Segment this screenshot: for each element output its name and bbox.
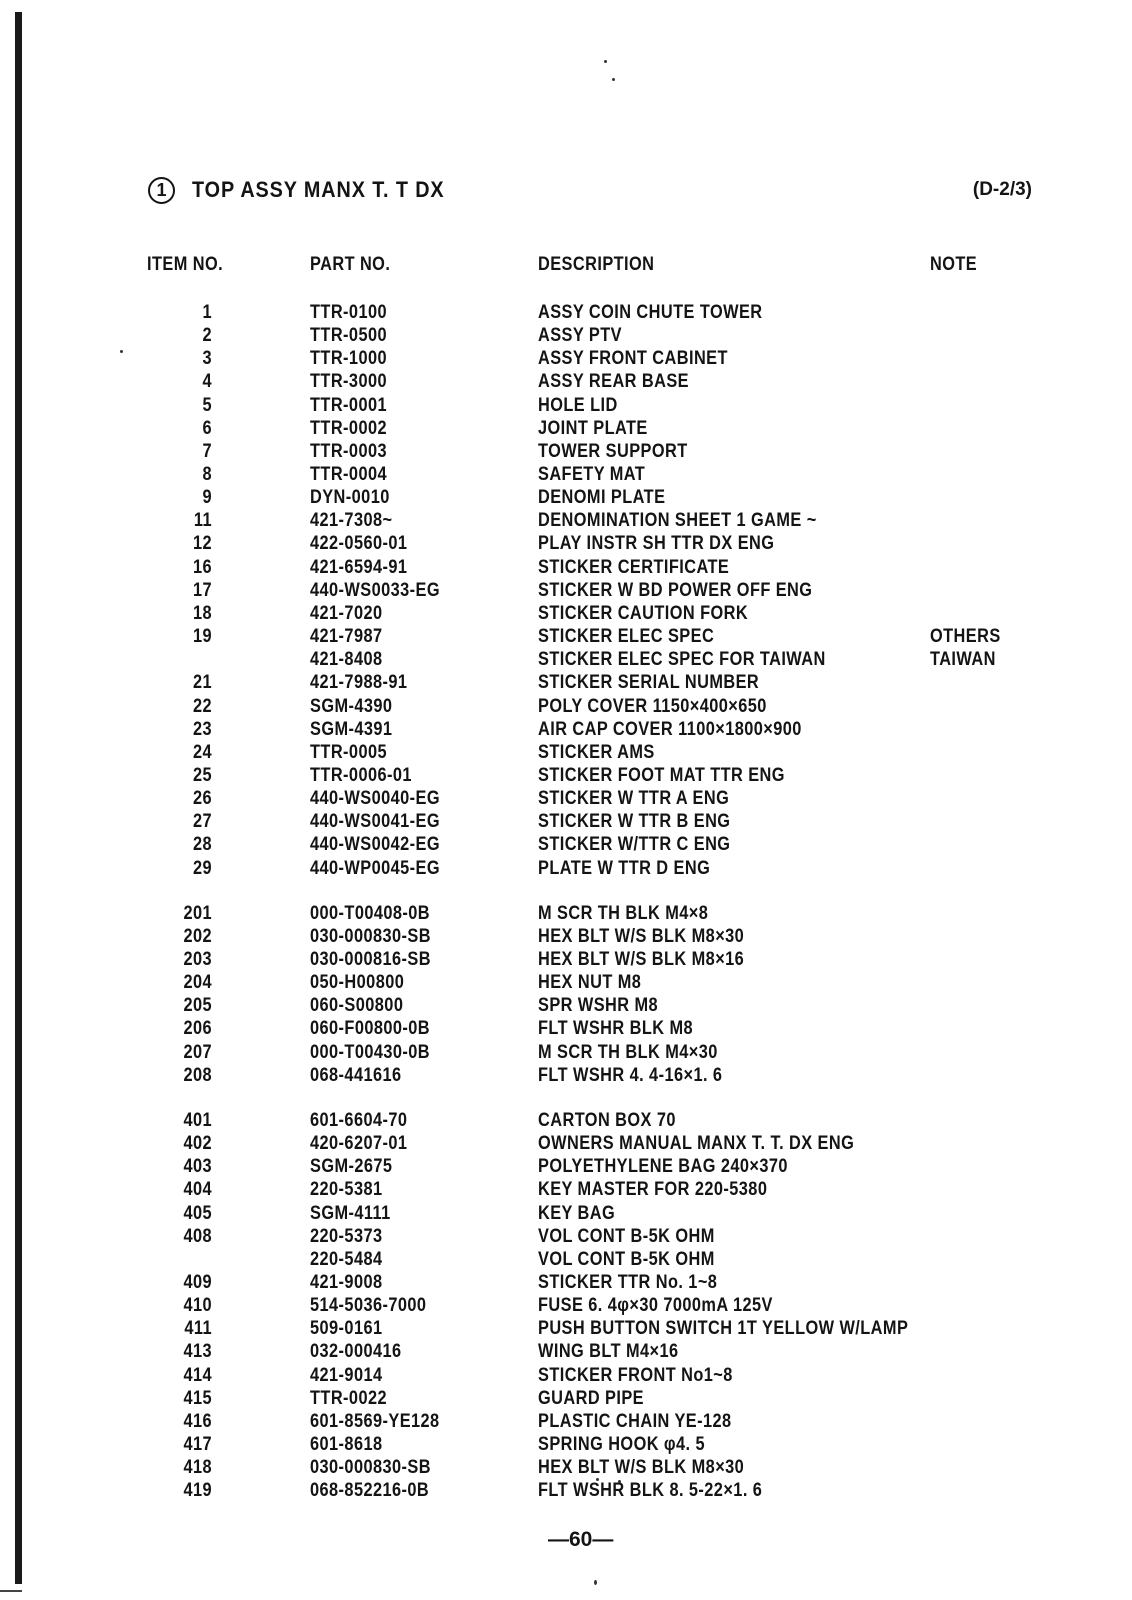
table-row <box>0 301 1132 324</box>
description-cell: M SCR TH BLK M4×30 <box>538 1042 718 1063</box>
part-no-cell: 514-5036-7000 <box>310 1295 427 1316</box>
item-no-cell: 409 <box>183 1272 212 1293</box>
item-no-cell: 24 <box>192 742 212 763</box>
table-row <box>0 1364 1132 1387</box>
description-cell: JOINT PLATE <box>538 418 648 439</box>
section-title <box>148 176 1038 210</box>
item-no-cell: 206 <box>183 1018 212 1039</box>
table-row <box>0 347 1132 370</box>
table-row <box>0 1109 1132 1132</box>
part-no-cell: TTR-0500 <box>310 325 387 346</box>
description-cell: CARTON BOX 70 <box>538 1110 676 1131</box>
header-note: NOTE <box>930 254 978 275</box>
item-no-cell: 401 <box>183 1110 212 1131</box>
part-no-cell: DYN-0010 <box>310 487 390 508</box>
table-row <box>0 417 1132 440</box>
item-no-cell: 402 <box>183 1133 212 1154</box>
header-item-no: ITEM NO. <box>147 254 224 275</box>
part-no-cell: 420-6207-01 <box>310 1133 408 1154</box>
part-no-cell: 030-000816-SB <box>310 949 431 970</box>
note-cell: OTHERS <box>930 626 1001 647</box>
description-cell: FLT WSHR BLK M8 <box>538 1018 694 1039</box>
part-no-cell: 220-5484 <box>310 1249 383 1270</box>
table-row <box>0 1017 1132 1040</box>
item-no-cell: 419 <box>183 1480 212 1501</box>
part-no-cell: 220-5373 <box>310 1226 383 1247</box>
description-cell: SPRING HOOK φ4. 5 <box>538 1434 706 1455</box>
description-cell: TOWER SUPPORT <box>538 441 688 462</box>
description-cell: M SCR TH BLK M4×8 <box>538 903 709 924</box>
table-row <box>0 971 1132 994</box>
part-no-cell: 030-000830-SB <box>310 1457 431 1478</box>
description-cell: STICKER W TTR A ENG <box>538 788 730 809</box>
table-row <box>0 463 1132 486</box>
part-no-cell: 060-F00800-0B <box>310 1018 431 1039</box>
description-cell: HEX BLT W/S BLK M8×30 <box>538 1457 745 1478</box>
part-no-cell: TTR-0022 <box>310 1388 387 1409</box>
item-no-cell: 29 <box>192 858 212 879</box>
part-no-cell: SGM-4111 <box>310 1203 391 1224</box>
item-no-cell: 21 <box>192 672 212 693</box>
scan-speck <box>594 1580 597 1585</box>
table-row <box>0 741 1132 764</box>
item-no-cell: 2 <box>202 325 212 346</box>
item-no-cell: 28 <box>192 834 212 855</box>
item-no-cell: 16 <box>192 557 212 578</box>
part-no-cell: 000-T00430-0B <box>310 1042 431 1063</box>
description-cell: VOL CONT B-5K OHM <box>538 1249 715 1270</box>
part-no-cell: TTR-0004 <box>310 464 387 485</box>
part-no-cell: 421-7308~ <box>310 510 393 531</box>
item-no-cell: 18 <box>192 603 212 624</box>
section-number-circle: 1 <box>148 177 175 204</box>
item-no-cell: 4 <box>202 371 212 392</box>
description-cell: FLT WSHR 4. 4-16×1. 6 <box>538 1065 723 1086</box>
table-row <box>0 556 1132 579</box>
item-no-cell: 201 <box>183 903 212 924</box>
description-cell: STICKER SERIAL NUMBER <box>538 672 760 693</box>
table-row <box>0 394 1132 417</box>
part-no-cell: 601-6604-70 <box>310 1110 408 1131</box>
page-reference: (D-2/3) <box>972 179 1032 200</box>
table-row <box>0 902 1132 925</box>
description-cell: ASSY FRONT CABINET <box>538 348 728 369</box>
part-no-cell: 421-7020 <box>310 603 383 624</box>
part-no-cell: TTR-3000 <box>310 371 387 392</box>
part-no-cell: 440-WS0040-EG <box>310 788 441 809</box>
part-no-cell: 030-000830-SB <box>310 926 431 947</box>
description-cell: STICKER FRONT No1~8 <box>538 1365 733 1386</box>
description-cell: POLYETHYLENE BAG 240×370 <box>538 1156 788 1177</box>
item-no-cell: 208 <box>183 1065 212 1086</box>
scan-speck <box>604 60 607 63</box>
page-number: —60— <box>548 1528 614 1551</box>
item-no-cell: 11 <box>193 510 212 531</box>
part-no-cell: 068-852216-0B <box>310 1480 430 1501</box>
description-cell: ASSY COIN CHUTE TOWER <box>538 302 763 323</box>
part-no-cell: 421-9014 <box>310 1365 383 1386</box>
part-no-cell: 220-5381 <box>310 1179 383 1200</box>
description-cell: HEX BLT W/S BLK M8×30 <box>538 926 745 947</box>
table-row <box>0 1387 1132 1410</box>
description-cell: HEX BLT W/S BLK M8×16 <box>538 949 745 970</box>
table-row <box>0 1340 1132 1363</box>
description-cell: PLAY INSTR SH TTR DX ENG <box>538 533 775 554</box>
table-row <box>0 833 1132 856</box>
item-no-cell: 405 <box>183 1203 212 1224</box>
table-row <box>0 1294 1132 1317</box>
table-row <box>0 994 1132 1017</box>
part-no-cell: TTR-0002 <box>310 418 387 439</box>
table-row <box>0 1225 1132 1248</box>
table-row <box>0 925 1132 948</box>
table-row <box>0 764 1132 787</box>
table-row <box>0 1248 1132 1271</box>
item-no-cell: 418 <box>183 1457 212 1478</box>
part-no-cell: SGM-2675 <box>310 1156 393 1177</box>
part-no-cell: 440-WS0033-EG <box>310 580 441 601</box>
item-no-cell: 7 <box>202 441 212 462</box>
part-no-cell: 421-7988-91 <box>310 672 408 693</box>
item-no-cell: 410 <box>183 1295 212 1316</box>
table-row <box>0 486 1132 509</box>
table-row <box>0 509 1132 532</box>
part-no-cell: SGM-4391 <box>310 719 393 740</box>
table-row <box>0 787 1132 810</box>
item-no-cell: 203 <box>183 949 212 970</box>
description-cell: POLY COVER 1150×400×650 <box>538 696 767 717</box>
table-row <box>0 648 1132 671</box>
description-cell: STICKER ELEC SPEC <box>538 626 715 647</box>
table-row <box>0 602 1132 625</box>
description-cell: HEX NUT M8 <box>538 972 642 993</box>
description-cell: SPR WSHR M8 <box>538 995 659 1016</box>
item-no-cell: 6 <box>202 418 212 439</box>
table-row <box>0 625 1132 648</box>
item-no-cell: 27 <box>192 811 212 832</box>
item-no-cell: 204 <box>183 972 212 993</box>
part-no-cell: 050-H00800 <box>310 972 405 993</box>
part-no-cell: TTR-0003 <box>310 441 387 462</box>
table-row <box>0 440 1132 463</box>
table-row <box>0 1456 1132 1479</box>
description-cell: STICKER W/TTR C ENG <box>538 834 731 855</box>
table-row <box>0 1317 1132 1340</box>
table-row <box>0 671 1132 694</box>
scan-speck <box>612 78 615 81</box>
item-no-cell: 415 <box>183 1388 212 1409</box>
table-row <box>0 370 1132 393</box>
item-no-cell: 205 <box>183 995 212 1016</box>
description-cell: KEY MASTER FOR 220-5380 <box>538 1179 768 1200</box>
part-no-cell: 440-WS0041-EG <box>310 811 441 832</box>
table-row <box>0 1041 1132 1064</box>
table-row <box>0 718 1132 741</box>
table-row <box>0 857 1132 880</box>
description-cell: PUSH BUTTON SWITCH 1T YELLOW W/LAMP <box>538 1318 909 1339</box>
description-cell: PLASTIC CHAIN YE-128 <box>538 1411 732 1432</box>
part-no-cell: SGM-4390 <box>310 696 393 717</box>
item-no-cell: 416 <box>183 1411 212 1432</box>
description-cell: KEY BAG <box>538 1203 616 1224</box>
description-cell: PLATE W TTR D ENG <box>538 858 711 879</box>
description-cell: STICKER W TTR B ENG <box>538 811 731 832</box>
part-no-cell: 440-WP0045-EG <box>310 858 441 879</box>
item-no-cell: 5 <box>202 395 212 416</box>
part-no-cell: TTR-0006-01 <box>310 765 412 786</box>
part-no-cell: TTR-1000 <box>310 348 387 369</box>
table-row <box>0 810 1132 833</box>
item-no-cell: 22 <box>192 696 212 717</box>
description-cell: STICKER W BD POWER OFF ENG <box>538 580 813 601</box>
item-no-cell: 26 <box>192 788 212 809</box>
description-cell: STICKER CERTIFICATE <box>538 557 730 578</box>
section-title-text: TOP ASSY MANX T. T DX <box>192 177 445 202</box>
item-no-cell: 417 <box>183 1434 212 1455</box>
item-no-cell: 12 <box>192 533 212 554</box>
part-no-cell: 601-8569-YE128 <box>310 1411 440 1432</box>
table-row <box>0 579 1132 602</box>
item-no-cell: 8 <box>202 464 212 485</box>
description-cell: DENOMI PLATE <box>538 487 666 508</box>
table-row <box>0 1132 1132 1155</box>
item-no-cell: 408 <box>183 1226 212 1247</box>
table-row <box>0 1202 1132 1225</box>
part-no-cell: 421-9008 <box>310 1272 383 1293</box>
item-no-cell: 23 <box>192 719 212 740</box>
header-part-no: PART NO. <box>310 254 391 275</box>
description-cell: STICKER CAUTION FORK <box>538 603 749 624</box>
part-no-cell: 000-T00408-0B <box>310 903 431 924</box>
description-cell: STICKER FOOT MAT TTR ENG <box>538 765 785 786</box>
part-no-cell: TTR-0001 <box>310 395 387 416</box>
part-no-cell: 440-WS0042-EG <box>310 834 441 855</box>
part-no-cell: 422-0560-01 <box>310 533 408 554</box>
part-no-cell: TTR-0100 <box>310 302 387 323</box>
part-no-cell: 421-7987 <box>310 626 383 647</box>
table-row <box>0 1178 1132 1201</box>
table-row <box>0 324 1132 347</box>
table-row <box>0 532 1132 555</box>
description-cell: SAFETY MAT <box>538 464 646 485</box>
item-no-cell: 413 <box>183 1341 212 1362</box>
description-cell: OWNERS MANUAL MANX T. T. DX ENG <box>538 1133 855 1154</box>
table-row <box>0 695 1132 718</box>
description-cell: ASSY PTV <box>538 325 622 346</box>
description-cell: HOLE LID <box>538 395 618 416</box>
note-cell: TAIWAN <box>930 649 996 670</box>
item-no-cell: 403 <box>183 1156 212 1177</box>
item-no-cell: 17 <box>192 580 212 601</box>
table-row <box>0 1410 1132 1433</box>
table-row <box>0 1271 1132 1294</box>
item-no-cell: 404 <box>183 1179 212 1200</box>
description-cell: FLT WSHR BLK 8. 5-22×1. 6 <box>538 1480 763 1501</box>
description-cell: WING BLT M4×16 <box>538 1341 679 1362</box>
table-row <box>0 1479 1132 1502</box>
description-cell: ASSY REAR BASE <box>538 371 690 392</box>
table-row <box>0 1064 1132 1087</box>
item-no-cell: 207 <box>183 1042 212 1063</box>
description-cell: DENOMINATION SHEET 1 GAME ~ <box>538 510 817 531</box>
item-no-cell: 414 <box>183 1365 212 1386</box>
item-no-cell: 19 <box>192 626 212 647</box>
part-no-cell: 421-6594-91 <box>310 557 408 578</box>
description-cell: GUARD PIPE <box>538 1388 644 1409</box>
description-cell: VOL CONT B-5K OHM <box>538 1226 715 1247</box>
header-description: DESCRIPTION <box>538 254 655 275</box>
scan-edge-line <box>0 1590 22 1592</box>
item-no-cell: 411 <box>184 1318 212 1339</box>
description-cell: STICKER ELEC SPEC FOR TAIWAN <box>538 649 826 670</box>
table-row <box>0 1155 1132 1178</box>
description-cell: FUSE 6. 4φ×30 7000mA 125V <box>538 1295 773 1316</box>
description-cell: STICKER TTR No. 1~8 <box>538 1272 718 1293</box>
part-no-cell: 601-8618 <box>310 1434 383 1455</box>
item-no-cell: 1 <box>202 302 212 323</box>
table-row <box>0 1433 1132 1456</box>
item-no-cell: 3 <box>202 348 212 369</box>
item-no-cell: 25 <box>192 765 212 786</box>
table-row <box>0 948 1132 971</box>
part-no-cell: 032-000416 <box>310 1341 402 1362</box>
description-cell: STICKER AMS <box>538 742 655 763</box>
part-no-cell: 068-441616 <box>310 1065 402 1086</box>
part-no-cell: TTR-0005 <box>310 742 387 763</box>
description-cell: AIR CAP COVER 1100×1800×900 <box>538 719 802 740</box>
part-no-cell: 060-S00800 <box>310 995 404 1016</box>
part-no-cell: 509-0161 <box>310 1318 383 1339</box>
part-no-cell: 421-8408 <box>310 649 383 670</box>
item-no-cell: 9 <box>202 487 212 508</box>
item-no-cell: 202 <box>183 926 212 947</box>
